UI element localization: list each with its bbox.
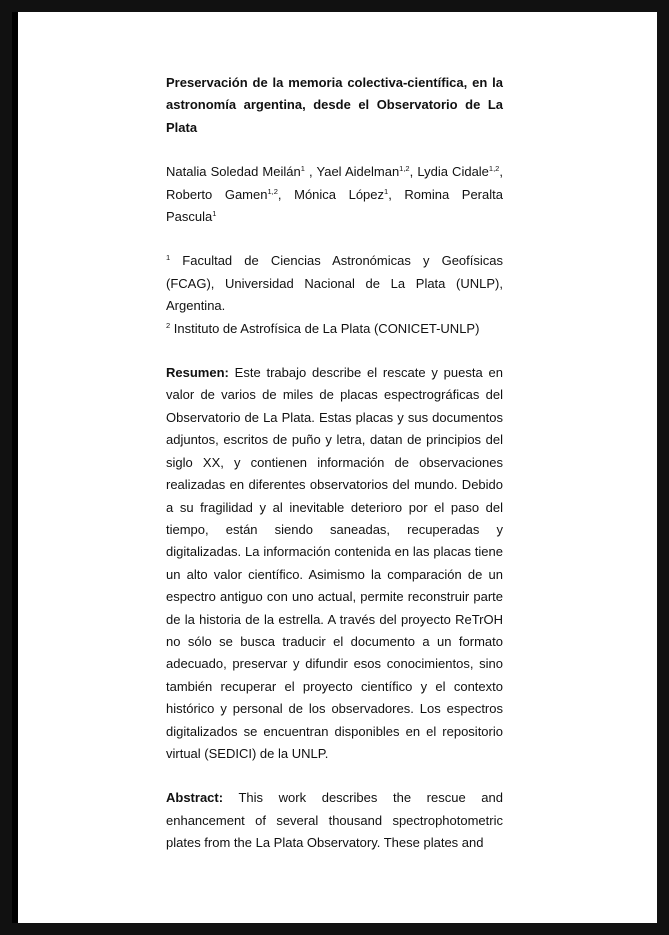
author-name: Roberto Gamen [166, 186, 268, 202]
author-affiliation-mark: 1 [300, 164, 305, 174]
author-list [166, 161, 503, 228]
paper-title: Preservación de la memoria colectiva-científica, en la astronomía argentina, desde el Observatorio de La Plata [166, 75, 503, 135]
author-affiliation-mark: 1 [384, 186, 389, 196]
author-separator: , [304, 164, 317, 180]
author-name: Yael Aidelman [316, 164, 400, 180]
abstract-text: This work describes the rescue and enhancement of several thousand spectrophotometric plates from the La Plata Observatory. These plates and [166, 790, 503, 851]
document-page [12, 12, 657, 923]
author-affiliation-mark: 1,2 [488, 164, 500, 174]
author-affiliation-mark: 1,2 [399, 164, 410, 174]
affiliation-2 [166, 318, 503, 340]
author-name: Lydia Cidale [417, 164, 489, 180]
affiliation-1 [166, 250, 503, 317]
resumen-label: Resumen: [166, 365, 229, 381]
author-separator: , [277, 186, 295, 202]
author-name: Natalia Soledad Meilán [166, 164, 301, 180]
author-name: Romina Peralta Pascula [166, 186, 503, 225]
affiliation-mark: 2 [166, 320, 171, 330]
author-separator: , [409, 164, 418, 180]
author-affiliation-mark: 1 [212, 209, 217, 219]
affiliation-mark: 1 [166, 253, 171, 263]
document-content [166, 72, 503, 877]
author-separator: , [388, 186, 405, 202]
affiliations [166, 250, 503, 340]
abstract-label: Abstract: [166, 790, 224, 806]
author-name: Mónica López [294, 186, 385, 202]
resumen-text: Este trabajo describe el rescate y puesta en valor de varios de miles de placas espectrográficas del Observatorio de La Plata. Estas placas y sus documentos adjuntos, escritos de puño y letra, datan de principios del siglo XX, y contienen información de observaciones realizadas en diferentes observatorios del mundo. Debido a su fragilidad y al inevitable deterioro por el paso del tiempo, están siendo saneadas, recuperadas y digitalizadas. La información contenida en las placas tiene un alto valor científico. Asimismo la comparación de un espectro antiguo con uno actual, permite reconstruir parte de la historia de la estrella. A través del proyecto ReTrOH no sólo se busca traducir el documento a un formato adecuado, preservar y difundir esos conocimientos, sino también recuperar el proyecto científico y el contexto histórico y personal de los observadores. Los espectros digitalizados se encuentran disponibles en el repositorio virtual (SEDICI) de la UNLP. [166, 365, 503, 761]
resumen-section [166, 362, 503, 765]
abstract-section [166, 787, 503, 854]
author-affiliation-mark: 1,2 [267, 186, 278, 196]
affiliation-text: Instituto de Astrofísica de La Plata (CONICET-UNLP) [173, 320, 480, 336]
author-separator: , [499, 164, 503, 180]
affiliation-text: Facultad de Ciencias Astronómicas y Geofísicas (FCAG), Universidad Nacional de La Plata (UNLP), Argentina. [166, 253, 503, 314]
